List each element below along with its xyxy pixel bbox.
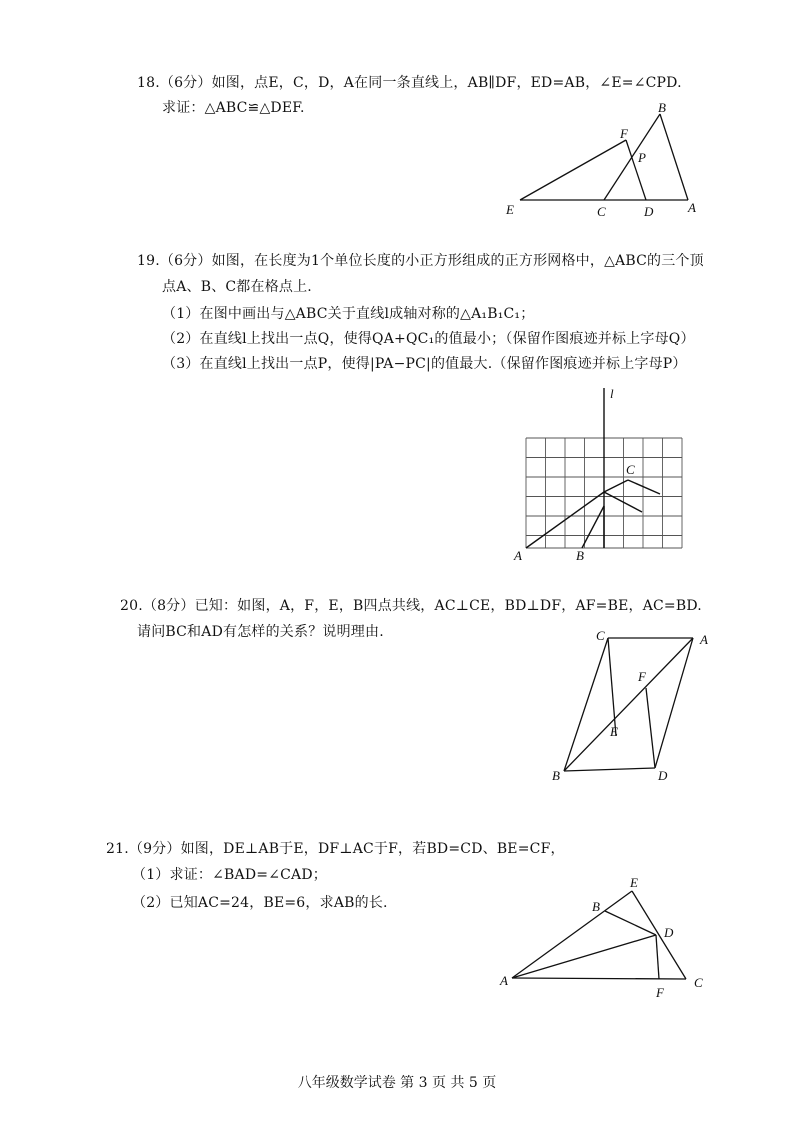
q20-line1: 20.（8分）已知：如图，A，F，E，B四点共线，AC⊥CE，BD⊥DF，AF=BE，AC=BD. (120, 598, 702, 614)
q19-label-l: l (610, 386, 614, 401)
q19-grid-figure (510, 382, 690, 562)
q18-label-D: D (644, 204, 654, 219)
q20-label-B: B (552, 768, 560, 783)
q18-label-P: P (638, 150, 646, 165)
q21-line1: 21.（9分）如图，DE⊥AB于E，DF⊥AC于F，若BD=CD、BE=CF， (106, 841, 565, 857)
q21-line3: （2）已知AC=24，BE=6，求AB的长. (132, 895, 388, 911)
q20-line2: 请问BC和AD有怎样的关系？说明理由. (137, 624, 384, 640)
page-footer: 八年级数学试卷 第 3 页 共 5 页 (297, 1075, 497, 1091)
q20-figure (550, 626, 722, 788)
q19-label-B: B (576, 548, 584, 562)
q19-line5: （3）在直线l上找出一点P，使得|PA−PC|的值最大.（保留作图痕迹并标上字母P） (162, 356, 687, 372)
q20-label-F: F (638, 669, 646, 684)
q19-label-A: A (514, 548, 522, 562)
q20-label-E: E (610, 724, 618, 739)
q18-figure (500, 102, 710, 220)
q21-label-F: F (656, 985, 664, 1000)
q19-label-C: C (626, 462, 635, 477)
q21-figure (496, 875, 716, 1003)
q20-label-A: A (700, 632, 708, 647)
q18-line2: 求证：△ABC≌△DEF. (162, 100, 305, 116)
q21-label-E: E (630, 875, 638, 890)
q21-label-A: A (500, 973, 508, 988)
q21-label-B: B (592, 899, 600, 914)
q18-label-F: F (620, 126, 628, 141)
q21-label-D: D (664, 925, 674, 940)
q20-label-D: D (658, 768, 668, 783)
q18-label-E: E (506, 202, 514, 217)
q18-line1: 18.（6分）如图，点E，C，D，A在同一条直线上，AB∥DF，ED=AB，∠E=∠CPD. (137, 75, 682, 91)
q19-line1: 19.（6分）如图，在长度为1个单位长度的小正方形组成的正方形网格中，△ABC的三个顶 (137, 253, 704, 269)
q18-label-A: A (688, 200, 696, 215)
q19-line4: （2）在直线l上找出一点Q，使得QA+QC₁的值最小；（保留作图痕迹并标上字母Q） (162, 331, 695, 347)
q21-line2: （1）求证：∠BAD=∠CAD； (132, 867, 327, 883)
q21-label-C: C (694, 975, 703, 990)
q19-line3: （1）在图中画出与△ABC关于直线l成轴对称的△A₁B₁C₁； (162, 306, 535, 322)
q20-label-C: C (596, 628, 605, 643)
q19-line2: 点A、B、C都在格点上. (162, 279, 312, 295)
q18-label-C: C (597, 204, 606, 219)
q18-label-B: B (658, 102, 666, 115)
